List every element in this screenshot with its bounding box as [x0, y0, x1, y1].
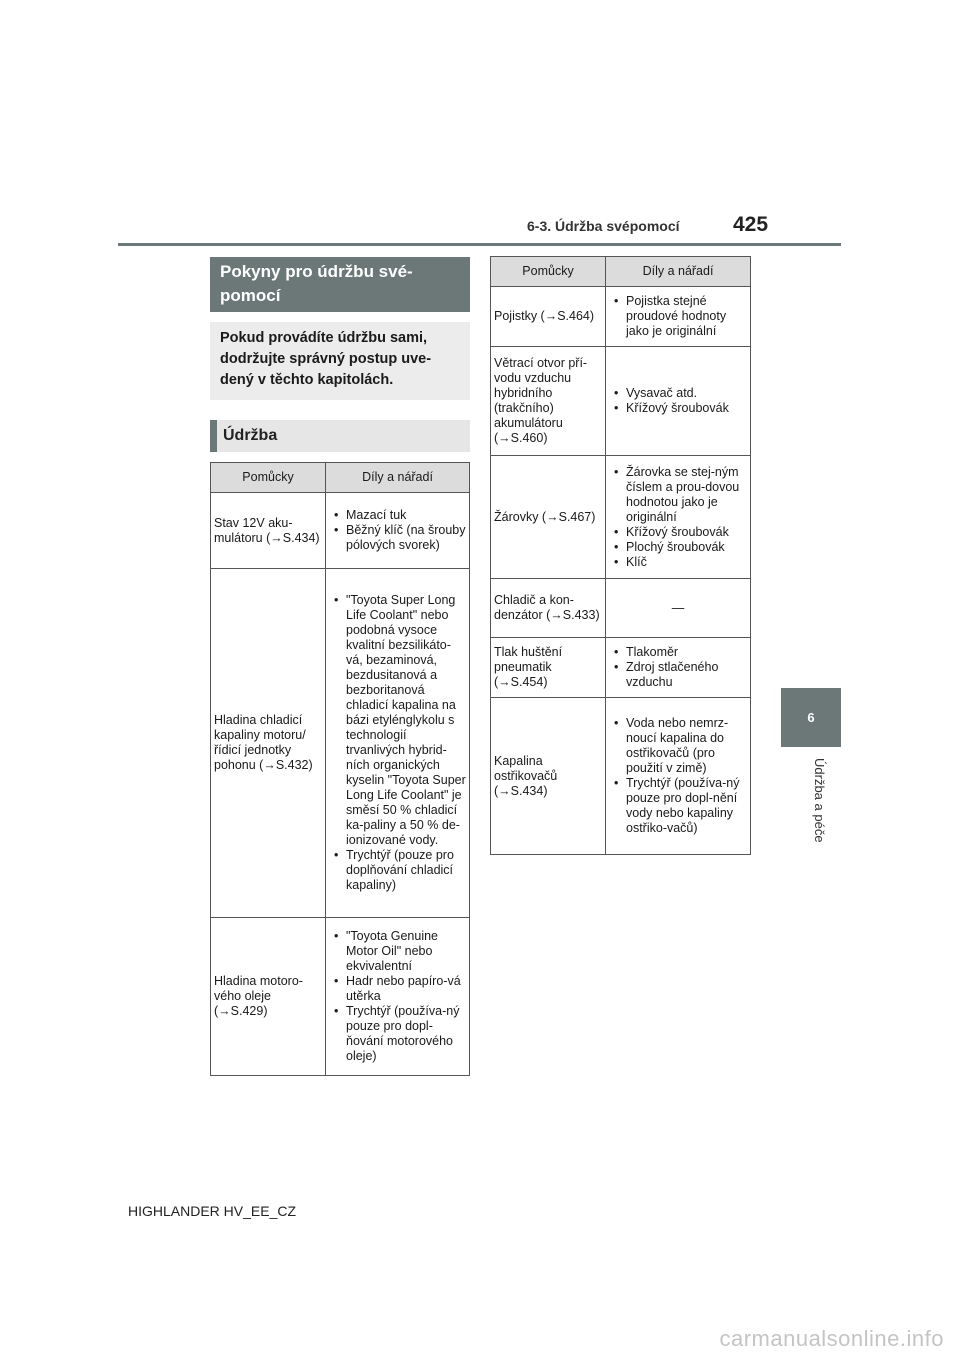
- condition-cell: Chladič a kon-denzátor (→S.433): [491, 579, 606, 638]
- section-title: 6-3. Údržba svépomocí: [527, 218, 680, 234]
- chapter-number: 6: [807, 710, 815, 725]
- items-cell: [326, 493, 470, 569]
- intro-text: Pokud provádíte údržbu sami, dodržujte správný postup uve-dený v těchto kapitolách.: [210, 322, 470, 400]
- condition-cell: Větrací otvor pří-vodu vzduchu hybridního (trakčního) akumulátoru (→S.460): [491, 347, 606, 456]
- table-row: [211, 493, 470, 569]
- list-item: • Trychtýř (používa-ný pouze pro dopl-nění vody nebo kapaliny ostřiko-vačů): [610, 776, 748, 836]
- column-header-parts: Díly a nářadí: [606, 257, 751, 287]
- list-item: • Plochý šroubovák: [610, 540, 748, 555]
- column-header-tools: Pomůcky: [211, 463, 326, 493]
- items-cell: [606, 456, 751, 579]
- list-item: • Žárovka se stej-ným číslem a prou-dovou hodnotou jako je originální: [610, 465, 748, 525]
- table-row: [211, 918, 470, 1076]
- footer-model: HIGHLANDER HV_EE_CZ: [128, 1203, 297, 1219]
- condition-cell: Kapalina ostřikovačů (→S.434): [491, 698, 606, 855]
- table-row: [211, 569, 470, 918]
- list-item: • Křížový šroubovák: [610, 401, 748, 416]
- condition-cell: Žárovky (→S.467): [491, 456, 606, 579]
- items-cell: [326, 569, 470, 918]
- tools-table-right: [490, 256, 751, 855]
- tools-table-left: [210, 462, 470, 1076]
- watermark: carmanualsonline.info: [719, 1326, 944, 1351]
- column-header-tools: Pomůcky: [491, 257, 606, 287]
- list-item: • Trychtýř (pouze pro doplňování chladicí kapaliny): [330, 848, 467, 893]
- list-item: • Trychtýř (používa-ný pouze pro dopl-ňování motorového oleje): [330, 1004, 467, 1064]
- list-item: • Běžný klíč (na šrouby pólových svorek): [330, 523, 467, 553]
- condition-cell: Stav 12V aku-mulátoru (→S.434): [211, 493, 326, 569]
- items-cell: [326, 918, 470, 1076]
- condition-cell: Pojistky (→S.464): [491, 287, 606, 347]
- table-row: [491, 638, 751, 698]
- chapter-label: Údržba a péče: [812, 758, 827, 843]
- list-item: • Vysavač atd.: [610, 386, 748, 401]
- list-item: • Voda nebo nemrz-noucí kapalina do ostřikovačů (pro použití v zimě): [610, 716, 748, 776]
- page-number: 425: [733, 213, 769, 236]
- table-header-row: [211, 463, 470, 493]
- table-row: [491, 347, 751, 456]
- table-header-row: [491, 257, 751, 287]
- section-heading: Údržba: [210, 420, 470, 452]
- items-cell: [606, 698, 751, 855]
- table-row: [491, 579, 751, 638]
- list-item: • Pojistka stejné proudové hodnoty jako je originální: [610, 294, 748, 339]
- header-divider: [118, 243, 841, 246]
- page-title: Pokyny pro údržbu své-pomocí: [210, 257, 470, 312]
- list-item: • Tlakoměr: [610, 645, 748, 660]
- list-item: • Mazací tuk: [330, 508, 467, 523]
- items-cell: [606, 347, 751, 456]
- condition-cell: Hladina motoro-vého oleje (→S.429): [211, 918, 326, 1076]
- list-item: • Klíč: [610, 555, 748, 570]
- chapter-tab[interactable]: [781, 688, 841, 747]
- table-row: [491, 287, 751, 347]
- table-row: [491, 698, 751, 855]
- column-header-parts: Díly a nářadí: [326, 463, 470, 493]
- items-cell-empty: —: [606, 579, 751, 638]
- list-item: • "Toyota Super Long Life Coolant" nebo podobná vysoce kvalitní bezsilikáto-vá, bezaminová, bezdusitanová a bezboritanová chladicí kapalina na bázi etylénglykolu s technologií trvanlivých hybrid-ních organických kyselin "Toyota Super Long Life Coolant" je směsí 50 % chladicí ka-paliny a 50 % de-ionizované vody.: [330, 593, 467, 848]
- table-row: [491, 456, 751, 579]
- condition-cell: Hladina chladicí kapaliny motoru/ řídicí jednotky pohonu (→S.432): [211, 569, 326, 918]
- list-item: • Hadr nebo papíro-vá utěrka: [330, 974, 467, 1004]
- list-item: • "Toyota Genuine Motor Oil" nebo ekvivalentní: [330, 929, 467, 974]
- list-item: • Zdroj stlačeného vzduchu: [610, 660, 748, 690]
- items-cell: [606, 638, 751, 698]
- list-item: • Křížový šroubovák: [610, 525, 748, 540]
- items-cell: [606, 287, 751, 347]
- condition-cell: Tlak huštění pneumatik (→S.454): [491, 638, 606, 698]
